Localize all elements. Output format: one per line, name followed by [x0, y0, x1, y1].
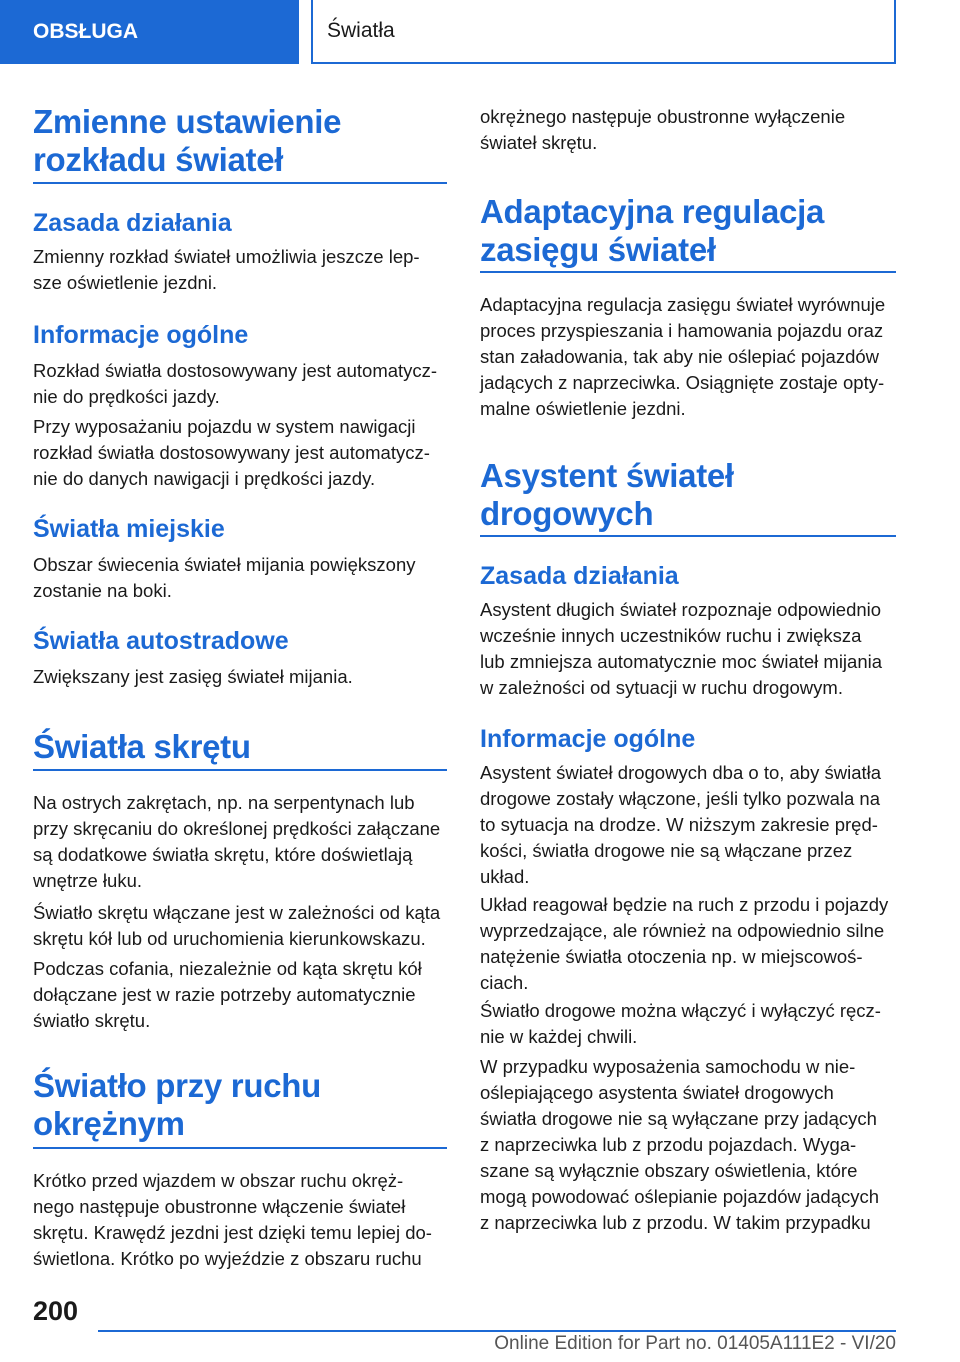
paragraph: Asystent długich świateł rozpoznaje odpowiednio wcześnie innych uczestników ruchu i zwiększa lub zmniejsza automatycznie moc świateł mijania w zależności od sytuacji w ruchu drogowym.: [480, 599, 883, 698]
heading-rule: [480, 535, 896, 537]
paragraph: Światło skrętu włączane jest w zależności od kąta skrętu kół lub od uruchomienia kierunkowskazu.: [33, 902, 441, 949]
heading-swiatla-skretu: Światła skrętu: [33, 728, 251, 765]
paragraph: Zmienny rozkład świateł umożliwia jeszcze lep- sze oświetlenie jezdni.: [33, 246, 420, 293]
paragraph: Krótko przed wjazdem w obszar ruchu okręż- nego następuje obustronne włączenie świateł skrętu. Krawędź jezdni jest dzięki temu lepiej do- świetlona. Krótko po wyjeździe z obszaru ruchu: [33, 1170, 432, 1269]
heading-rule: [33, 1147, 447, 1149]
paragraph: Rozkład światła dostosowywany jest automatycz- nie do prędkości jazdy.: [33, 360, 438, 407]
paragraph: W przypadku wyposażenia samochodu w nie- oślepiającego asystenta świateł drogowych światła drogowe nie są wyłączane przy jadących z naprzeciwka lub z przodu pojazdach. Wyga- szane są wyłącznie obszary oświetlenia, które mogą powodować oślepianie pojazdów jadących z naprzeciwka lub z przodu. W takim przypadku: [480, 1056, 880, 1233]
paragraph: Zwiększany jest zasięg świateł mijania.: [33, 666, 353, 687]
subheading-zasada: Zasada działania: [33, 209, 232, 237]
paragraph: Adaptacyjna regulacja zasięgu świateł wyrównuje proces przyspieszania i hamowania pojazdu oraz stan załadowania, tak aby nie oślepiać pojazdów jadących z naprzeciwka. Osiągnięte zostaje opty- malne oświetlenie jezdni.: [480, 294, 886, 419]
subheading-informacje: Informacje ogólne: [33, 321, 249, 349]
paragraph: okrężnego następuje obustronne wyłączenie świateł skrętu.: [480, 106, 846, 153]
chapter-tab[interactable]: OBSŁUGA: [0, 0, 299, 64]
heading-asystent-swiatel: Asystent świateł drogowych: [480, 457, 734, 532]
heading-swiatlo-przy-ruchu: Światło przy ruchu okrężnym: [33, 1067, 321, 1142]
paragraph: Układ reagował będzie na ruch z przodu i pojazdy wyprzedzające, ale również na odpowiednio silne natężenie światła otoczenia np. w miejscowoś- ciach.: [480, 894, 889, 993]
paragraph: Na ostrych zakrętach, np. na serpentynach lub przy skręcaniu do określonej prędkości załączane są dodatkowe światła skrętu, które doświetlają wnętrze łuku.: [33, 792, 441, 891]
section-title: Światła: [311, 0, 896, 64]
heading-adaptacyjna-regulacja: Adaptacyjna regulacja zasięgu świateł: [480, 193, 825, 268]
page-number: 200: [33, 1296, 79, 1326]
footer-edition: Online Edition for Part no. 01405A111E2 - VI/20: [494, 1333, 896, 1354]
heading-rule: [33, 182, 447, 184]
subheading-swiatla-miejskie: Światła miejskie: [33, 515, 225, 543]
subheading-swiatla-autostradowe: Światła autostradowe: [33, 627, 289, 655]
subheading-informacje: Informacje ogólne: [480, 725, 696, 753]
paragraph: Asystent świateł drogowych dba o to, aby światła drogowe zostały włączone, jeśli tylko pozwala na to sytuacja na drodze. W niższym zakresie pręd- kości, światła drogowe nie są włączane przez układ.: [480, 762, 882, 887]
subheading-zasada: Zasada działania: [480, 562, 679, 590]
heading-zmienne-ustawienie: Zmienne ustawienie rozkładu świateł: [33, 103, 342, 178]
heading-rule: [33, 769, 447, 771]
paragraph: Obszar świecenia świateł mijania powiększony zostanie na boki.: [33, 554, 416, 601]
heading-rule: [480, 271, 896, 273]
paragraph: Przy wyposażaniu pojazdu w system nawigacji rozkład światła dostosowywany jest automatycz- nie do danych nawigacji i prędkości jazdy.: [33, 416, 430, 489]
paragraph: Światło drogowe można włączyć i wyłączyć ręcz- nie w każdej chwili.: [480, 1000, 881, 1047]
paragraph: Podczas cofania, niezależnie od kąta skrętu kół dołączane jest w razie potrzeby automatycznie światło skrętu.: [33, 958, 422, 1031]
